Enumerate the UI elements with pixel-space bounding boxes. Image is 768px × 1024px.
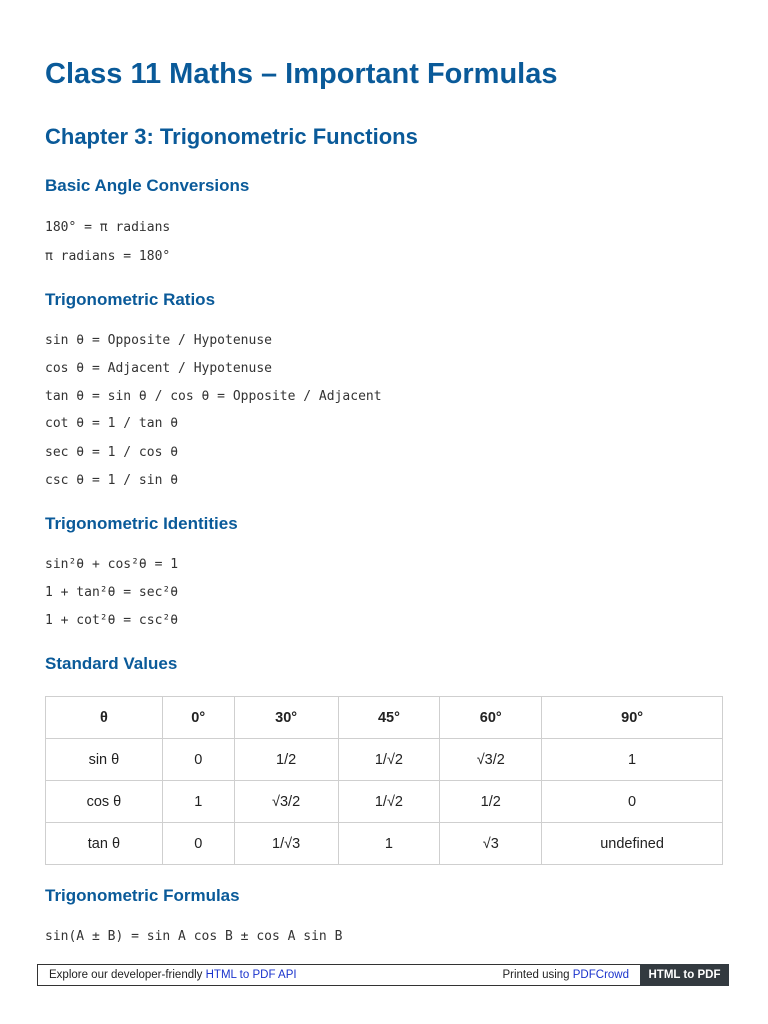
table-cell: 1/√2: [338, 739, 440, 781]
formula-line: tan θ = sin θ / cos θ = Opposite / Adjacent: [45, 389, 382, 404]
table-header-cell: 30°: [234, 697, 338, 739]
table-cell: sin θ: [46, 739, 163, 781]
table-cell: tan θ: [46, 823, 163, 865]
formula-line: sec θ = 1 / cos θ: [45, 445, 179, 460]
table-cell: 1/√2: [338, 781, 440, 823]
table-cell: √3/2: [440, 739, 542, 781]
formula-line: π radians = 180°: [45, 249, 171, 264]
table-cell: 1/2: [234, 739, 338, 781]
formula-line: cos θ = Adjacent / Hypotenuse: [45, 361, 272, 376]
table-cell: √3/2: [234, 781, 338, 823]
standard-values-table: [45, 696, 723, 865]
formula-line: sin θ = Opposite / Hypotenuse: [45, 333, 272, 348]
footer-printed-text: Printed using: [502, 969, 573, 981]
table-row: [46, 823, 723, 865]
table-row: [46, 739, 723, 781]
section-heading-formulas: Trigonometric Formulas: [45, 886, 240, 905]
table-cell: cos θ: [46, 781, 163, 823]
formula-line: sin²θ + cos²θ = 1: [45, 557, 179, 572]
table-cell: 1: [162, 781, 234, 823]
table-header-cell: 90°: [542, 697, 723, 739]
formula-line: csc θ = 1 / sin θ: [45, 473, 179, 488]
html-to-pdf-button[interactable]: HTML to PDF: [640, 964, 729, 986]
table-cell: 0: [542, 781, 723, 823]
section-heading-identities: Trigonometric Identities: [45, 514, 238, 533]
footer-explore-text: Explore our developer-friendly: [49, 969, 206, 981]
footer-printed: [502, 969, 629, 981]
table-header-cell: θ: [46, 697, 163, 739]
section-heading-conversions: Basic Angle Conversions: [45, 176, 250, 195]
table-cell: 1/√3: [234, 823, 338, 865]
table-cell: 1: [338, 823, 440, 865]
formula-line: sin(A ± B) = sin A cos B ± cos A sin B: [45, 929, 343, 944]
table-cell: undefined: [542, 823, 723, 865]
html-to-pdf-api-link[interactable]: HTML to PDF API: [205, 969, 297, 981]
table-header-cell: 60°: [440, 697, 542, 739]
formula-line: 180° = π radians: [45, 220, 171, 235]
section-heading-ratios: Trigonometric Ratios: [45, 290, 216, 309]
table-header-cell: 45°: [338, 697, 440, 739]
table-cell: 1/2: [440, 781, 542, 823]
section-heading-standard-values: Standard Values: [45, 654, 178, 673]
table-cell: √3: [440, 823, 542, 865]
table-header-cell: 0°: [162, 697, 234, 739]
table-header-row: [46, 697, 723, 739]
pdfcrowd-link[interactable]: PDFCrowd: [572, 969, 629, 981]
pdfcrowd-footer-bar: [37, 964, 729, 986]
formula-line: cot θ = 1 / tan θ: [45, 416, 179, 431]
footer-explore: [49, 969, 297, 981]
table-cell: 1: [542, 739, 723, 781]
chapter-heading: Chapter 3: Trigonometric Functions: [45, 124, 418, 149]
formula-line: 1 + tan²θ = sec²θ: [45, 585, 179, 600]
table-cell: 0: [162, 823, 234, 865]
page-title: Class 11 Maths – Important Formulas: [45, 58, 558, 90]
formula-line: 1 + cot²θ = csc²θ: [45, 613, 179, 628]
table-row: [46, 781, 723, 823]
table-cell: 0: [162, 739, 234, 781]
